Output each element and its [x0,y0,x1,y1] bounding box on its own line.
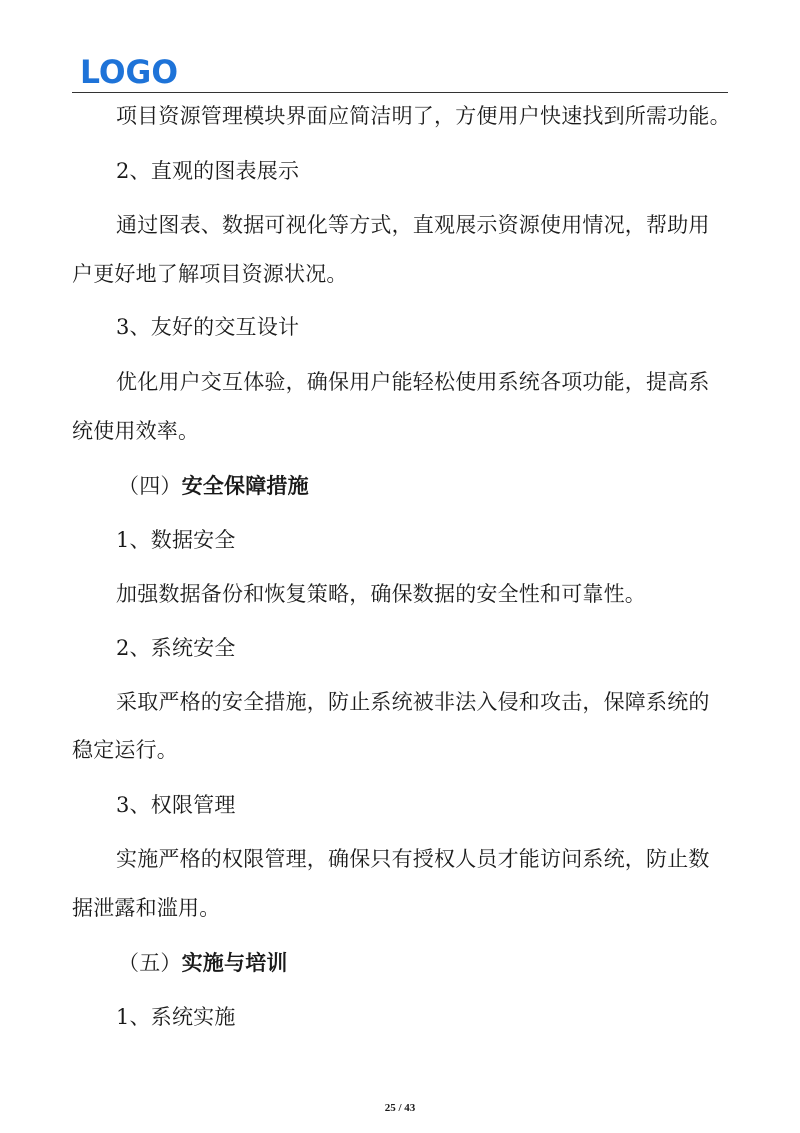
paragraph-line: 加强数据备份和恢复策略，确保数据的安全性和可靠性。 [116,582,646,606]
section-number: （五） [118,951,182,975]
paragraph-line: 通过图表、数据可视化等方式，直观展示资源使用情况，帮助用 [116,213,710,237]
paragraph-line: 户更好地了解项目资源状况。 [72,262,348,286]
paragraph-line: 统使用效率。 [72,419,200,443]
paragraph-line: 项目资源管理模块界面应简洁明了，方便用户快速找到所需功能。 [116,104,731,128]
subheading-2: 2、直观的图表展示 [116,159,300,183]
subheading-4-3: 3、权限管理 [116,793,236,817]
logo-text: LOGO [80,56,178,86]
paragraph-line: 优化用户交互体验，确保用户能轻松使用系统各项功能，提高系 [116,370,710,394]
paragraph-line: 稳定运行。 [72,738,178,762]
subheading-5-1: 1、系统实施 [116,1005,236,1029]
page-number: 25 / 43 [384,1102,416,1114]
paragraph-line: 实施严格的权限管理，确保只有授权人员才能访问系统，防止数 [116,847,710,871]
section-heading-5 [118,952,288,974]
paragraph-line: 采取严格的安全措施，防止系统被非法入侵和攻击，保障系统的 [116,690,710,714]
subheading-4-2: 2、系统安全 [116,636,236,660]
section-number: （四） [118,474,182,498]
section-heading-4 [118,475,309,497]
section-title: 安全保障措施 [181,473,309,498]
subheading-3: 3、友好的交互设计 [116,315,300,339]
section-title: 实施与培训 [181,950,288,975]
subheading-4-1: 1、数据安全 [116,528,236,552]
paragraph-line: 据泄露和滥用。 [72,896,221,920]
